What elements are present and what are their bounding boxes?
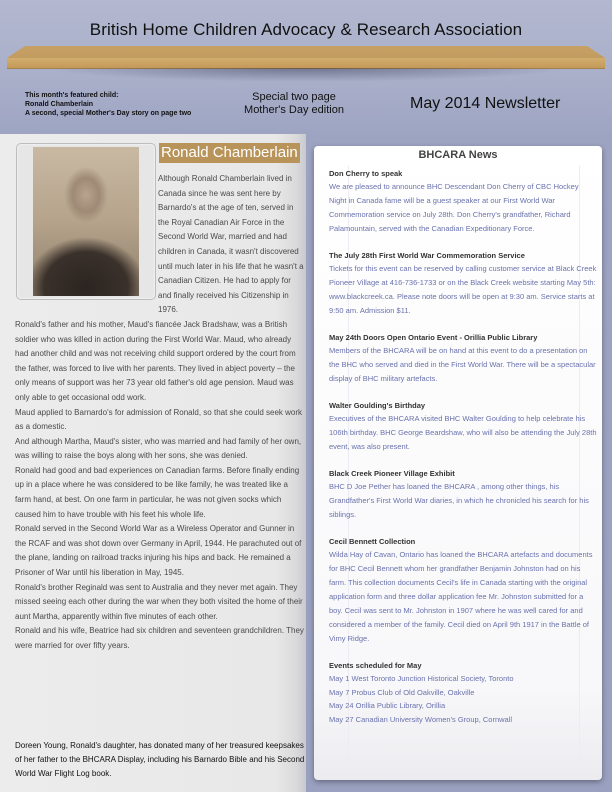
events-list xyxy=(329,672,597,726)
news-item-heading: Walter Goulding's Birthday xyxy=(329,401,426,410)
event-item: May 24 Orillia Public Library, Orillia xyxy=(329,701,446,711)
news-title: BHCARA News xyxy=(418,149,498,161)
events-heading: Events scheduled for May xyxy=(329,661,422,670)
article-paragraph: Maud applied to Barnardo's for admission of Ronald, so that she could seek work as a domestic. xyxy=(15,407,303,432)
special-line: Mother's Day edition xyxy=(244,104,344,116)
event-item: May 1 West Toronto Junction Historical Society, Toronto xyxy=(329,674,514,683)
news-panel xyxy=(314,146,602,780)
article-footer-note: Doreen Young, Ronald's daughter, has donated many of her treasured keepsakes of her father to the BHCARA Display, including his Barnardo Bible and his Second World War Flight Log book. xyxy=(15,741,305,779)
featured-line: A second, special Mother's Day story on page two xyxy=(25,110,192,117)
shelf-shadow xyxy=(47,68,565,82)
article-intro: Although Ronald Chamberlain lived in Canada since he was sent here by Barnardo's at the age of ten, served in the Royal Canadian Air Force in the Second World War, married and had children in Canada, it wasn't discovered until much later in his life that he wasn't a Canadian Citizen. He had to apply for and finally received his Citizenship in 1976. xyxy=(158,174,304,315)
news-item-text: Executives of the BHCARA visited BHC Walter Goulding to help celebrate his 106th birthday. BHC George Beardshaw, who will also be attending the July 28th event, was also present. xyxy=(329,414,597,451)
news-item xyxy=(329,167,597,236)
news-item-text: Tickets for this event can be reserved by calling customer service at Black Creek Pioneer Village at 416-736-1733 or on the Black Creek website starting May 5th: www.blackcreek.ca. Please note doors will be open at 9:30 am. Service starts at 9:50 am. Admission $11. xyxy=(329,264,597,315)
events-section xyxy=(329,659,597,726)
news-item-heading: Cecil Bennett Collection xyxy=(329,537,416,546)
news-item-text: BHC D Joe Pether has loaned the BHCARA , among other things, his Grandfather's First World War diaries, in which he chronicled his search for his siblings. xyxy=(329,482,589,519)
news-content xyxy=(329,167,597,739)
newsletter-date: May 2014 Newsletter xyxy=(410,95,561,112)
article-paragraph: Ronald served in the Second World War as a Wireless Operator and Gunner in the RCAF and was shot down over Germany in April, 1944. He parachuted out of the plane, landing on railroad tracks injuring his hips and back. He remained a Prisoner of War until his liberation in May, 1945. xyxy=(15,524,302,578)
article-paragraph: And although Martha, Maud's sister, who was married and had family of her own, was willing to raise the boys along with her sons, she was denied. xyxy=(15,436,302,461)
news-item-text: Members of the BHCARA will be on hand at this event to do a presentation on the BHC who served and died in the First World War. There will be a spectacular display of BHC military artefacts. xyxy=(329,346,596,383)
special-edition-note xyxy=(244,91,344,117)
article-paragraph: Ronald had good and bad experiences on Canadian farms. Before finally ending up in a place where he was considered to be like family, he was treated like a farm hand, at best. On one farm in particular, he was not given socks which caused him to have trouble with his feet his whole life. xyxy=(15,465,300,519)
news-item-text: Wilda Hay of Cavan, Ontario has loaned the BHCARA artefacts and documents for BHC Cecil Bennett whom her grandfather Benjamin Johnston had on his farm. This collection documents Cecil's life in Canada starting with the original application form and three dollar application fee Mr. Johnston submitted for a boy. Cecil was sent to Mr. Johnston in 1907 where he was well cared for and considered a member of the family. Cecil died on April 9th 1917 in the Battle of Vimy Ridge. xyxy=(329,550,593,643)
news-item xyxy=(329,249,597,318)
event-item: May 27 Canadian University Women's Group, Cornwall xyxy=(329,714,513,724)
news-item xyxy=(329,467,597,522)
article-body xyxy=(15,172,305,654)
featured-line: Ronald Chamberlain xyxy=(25,101,94,108)
news-item-heading: Black Creek Pioneer Village Exhibit xyxy=(329,469,455,478)
event-item: May 7 Probus Club of Old Oakville, Oakville xyxy=(329,687,475,697)
shelf-graphic xyxy=(7,46,605,72)
news-item-text: We are pleased to announce BHC Descendant Don Cherry of CBC Hockey Night in Canada fame will be a guest speaker at our First World War Commemoration service on July 28th. Don Cherry's grandfather, Richard Palamountain, served with the Canadian Expeditionary Force. xyxy=(329,182,579,233)
news-item-heading: Don Cherry to speak xyxy=(329,169,403,178)
article-paragraph: Ronald's father and his mother, Maud's fiancée Jack Bradshaw, was a British soldier who was killed in action during the First World War. Maud, who already had another child and was not receiving child support ordered by the court from the father, was forced to live with her parents. They lived in abject poverty – the only means of support was her 73 year old father's old age pension. Maud was only able to get occasional odd work. xyxy=(15,319,296,402)
special-line: Special two page xyxy=(252,91,336,103)
article-headline: Ronald Chamberlain xyxy=(161,144,298,161)
news-item xyxy=(329,535,597,646)
news-item xyxy=(329,331,597,386)
organization-title: British Home Children Advocacy & Research Association xyxy=(89,20,523,39)
news-item-heading: May 24th Doors Open Ontario Event - Orillia Public Library xyxy=(329,333,538,342)
news-item-heading: The July 28th First World War Commemoration Service xyxy=(329,251,525,260)
article-paragraph: Ronald's brother Reginald was sent to Australia and they never met again. They missed seeing each other during the war when they both visited the home of their aunt Martha, apparently within five minutes of each other. xyxy=(15,582,303,621)
featured-child-note xyxy=(25,91,191,118)
article-paragraph: Ronald and his wife, Beatrice had six children and seventeen grandchildren. They were married for over fifty years. xyxy=(15,626,304,650)
news-item xyxy=(329,399,597,454)
featured-line: This month's featured child: xyxy=(25,92,119,99)
